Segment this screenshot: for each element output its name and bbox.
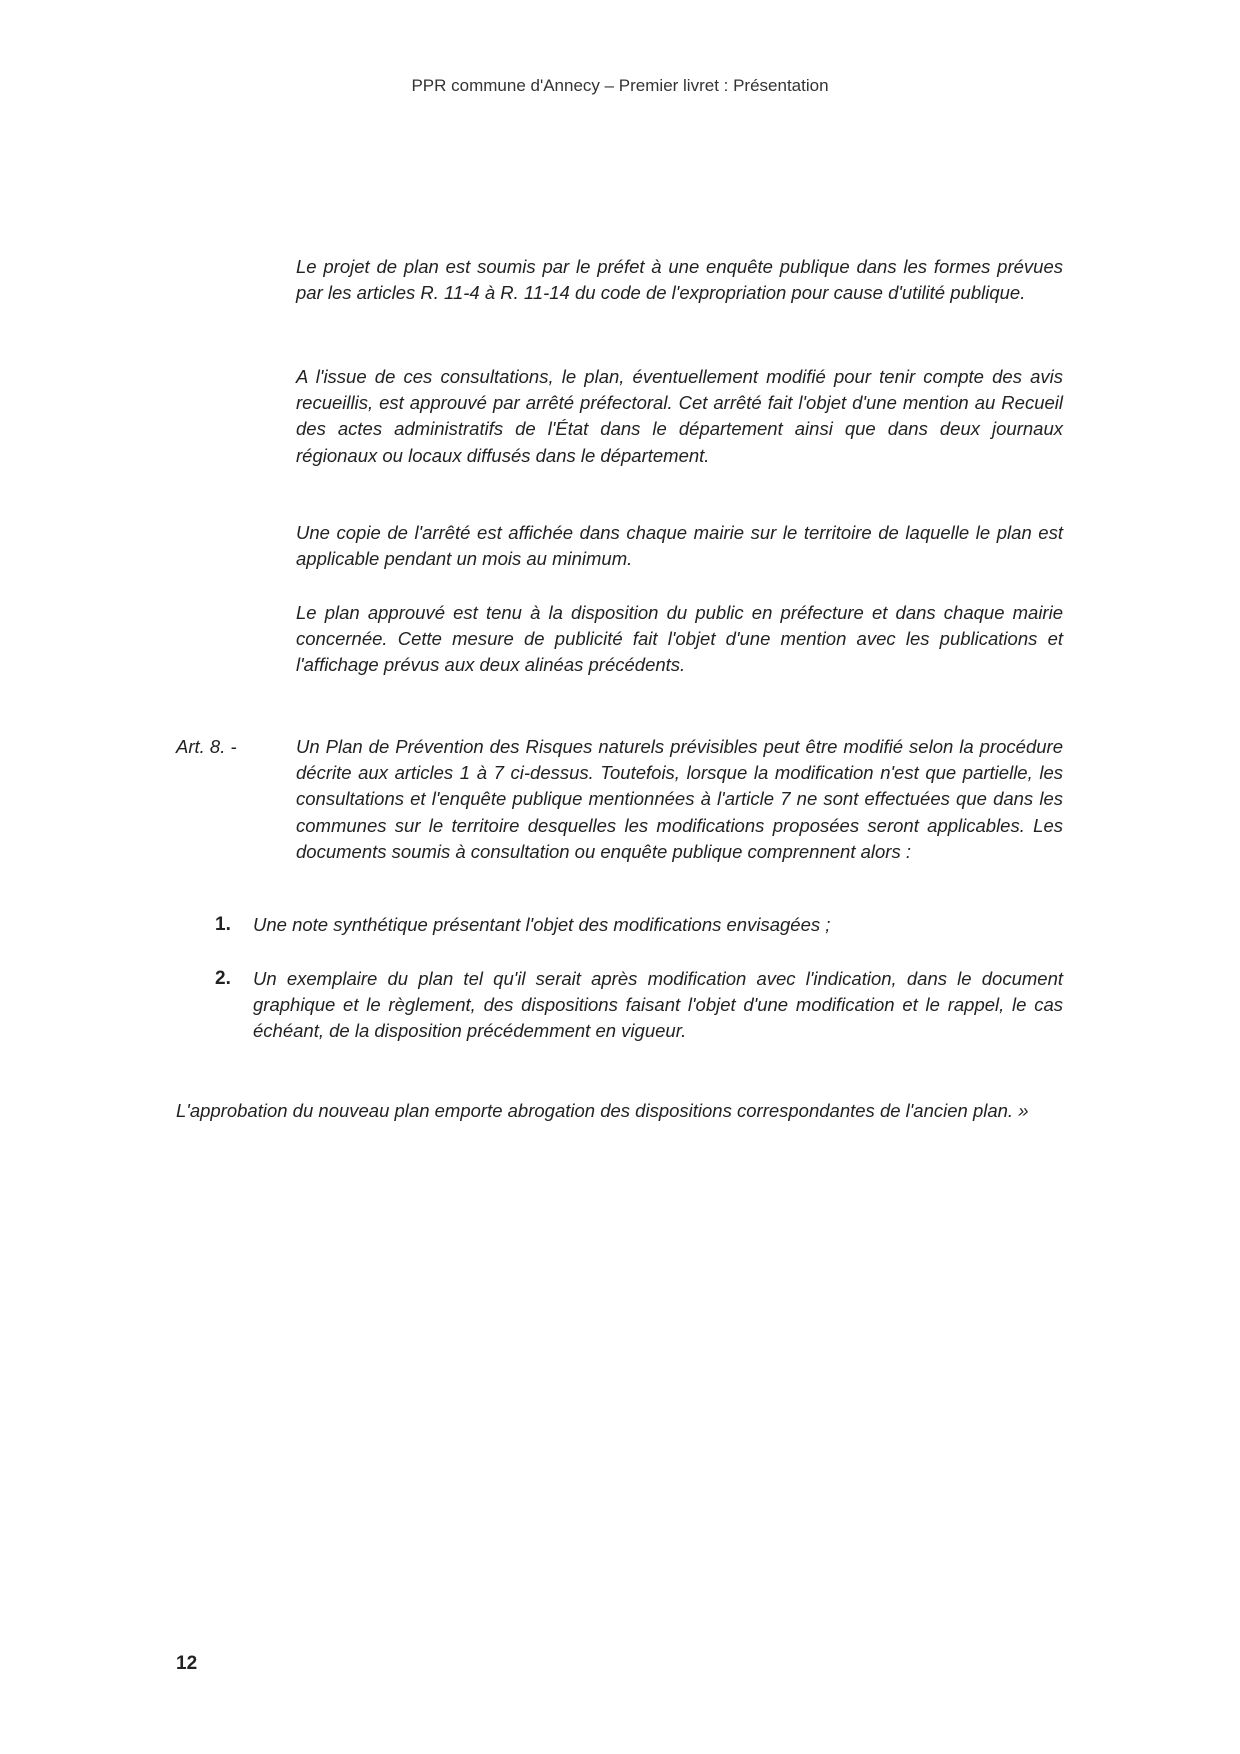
paragraph-approbation: A l'issue de ces consultations, le plan, éventuellement modifié pour tenir compte des avis recueillis, est approuvé par arrêté préfectoral. Cet arrêté fait l'objet d'une mention au Recueil des actes administratifs de l'État dans le département ainsi que dans deux journaux régionaux ou locaux diffusés dans le département. (296, 366, 1063, 466)
paragraph-enquete-publique: Le projet de plan est soumis par le préfet à une enquête publique dans les formes prévues par les articles R. 11-4 à R. 11-14 du code de l'expropriation pour cause d'utilité publique. (296, 256, 1063, 304)
paragraph-disposition-public: Le plan approuvé est tenu à la disposition du public en préfecture et dans chaque mairie concernée. Cette mesure de publicité fait l'objet d'une mention avec les publications et l'affichage prévus aux deux alinéas précédents. (296, 602, 1063, 676)
article-8-body: Un Plan de Prévention des Risques naturels prévisibles peut être modifié selon la procédure décrite aux articles 1 à 7 ci-dessus. Toutefois, lorsque la modification n'est que partielle, les consultations et l'enquête publique mentionnées à l'article 7 ne sont effectuées que dans les communes sur le territoire desquelles les modifications proposées seront applicables. Les documents soumis à consultation ou enquête publique comprennent alors : (296, 736, 1063, 862)
running-header: PPR commune d'Annecy – Premier livret : Présentation (411, 76, 829, 95)
closing-paragraph: L'approbation du nouveau plan emporte abrogation des dispositions correspondantes de l'ancien plan. » (176, 1100, 1029, 1121)
article-8-text (296, 734, 1063, 865)
list-item-2-number: 2. (215, 968, 231, 989)
paragraph-affichage: Une copie de l'arrêté est affichée dans chaque mairie sur le territoire de laquelle le plan est applicable pendant un mois au minimum. (296, 522, 1063, 570)
list-item-2-text: Un exemplaire du plan tel qu'il serait après modification avec l'indication, dans le document graphique et le règlement, des dispositions faisant l'objet d'une modification et le rappel, le cas échéant, de la disposition précédemment en vigueur. (253, 968, 1063, 1042)
page-number: 12 (176, 1653, 198, 1674)
list-item-1-text: Une note synthétique présentant l'objet des modifications envisagées ; (253, 914, 831, 935)
list-item-1-number: 1. (215, 914, 231, 935)
article-8-label: Art. 8. - (176, 736, 237, 757)
